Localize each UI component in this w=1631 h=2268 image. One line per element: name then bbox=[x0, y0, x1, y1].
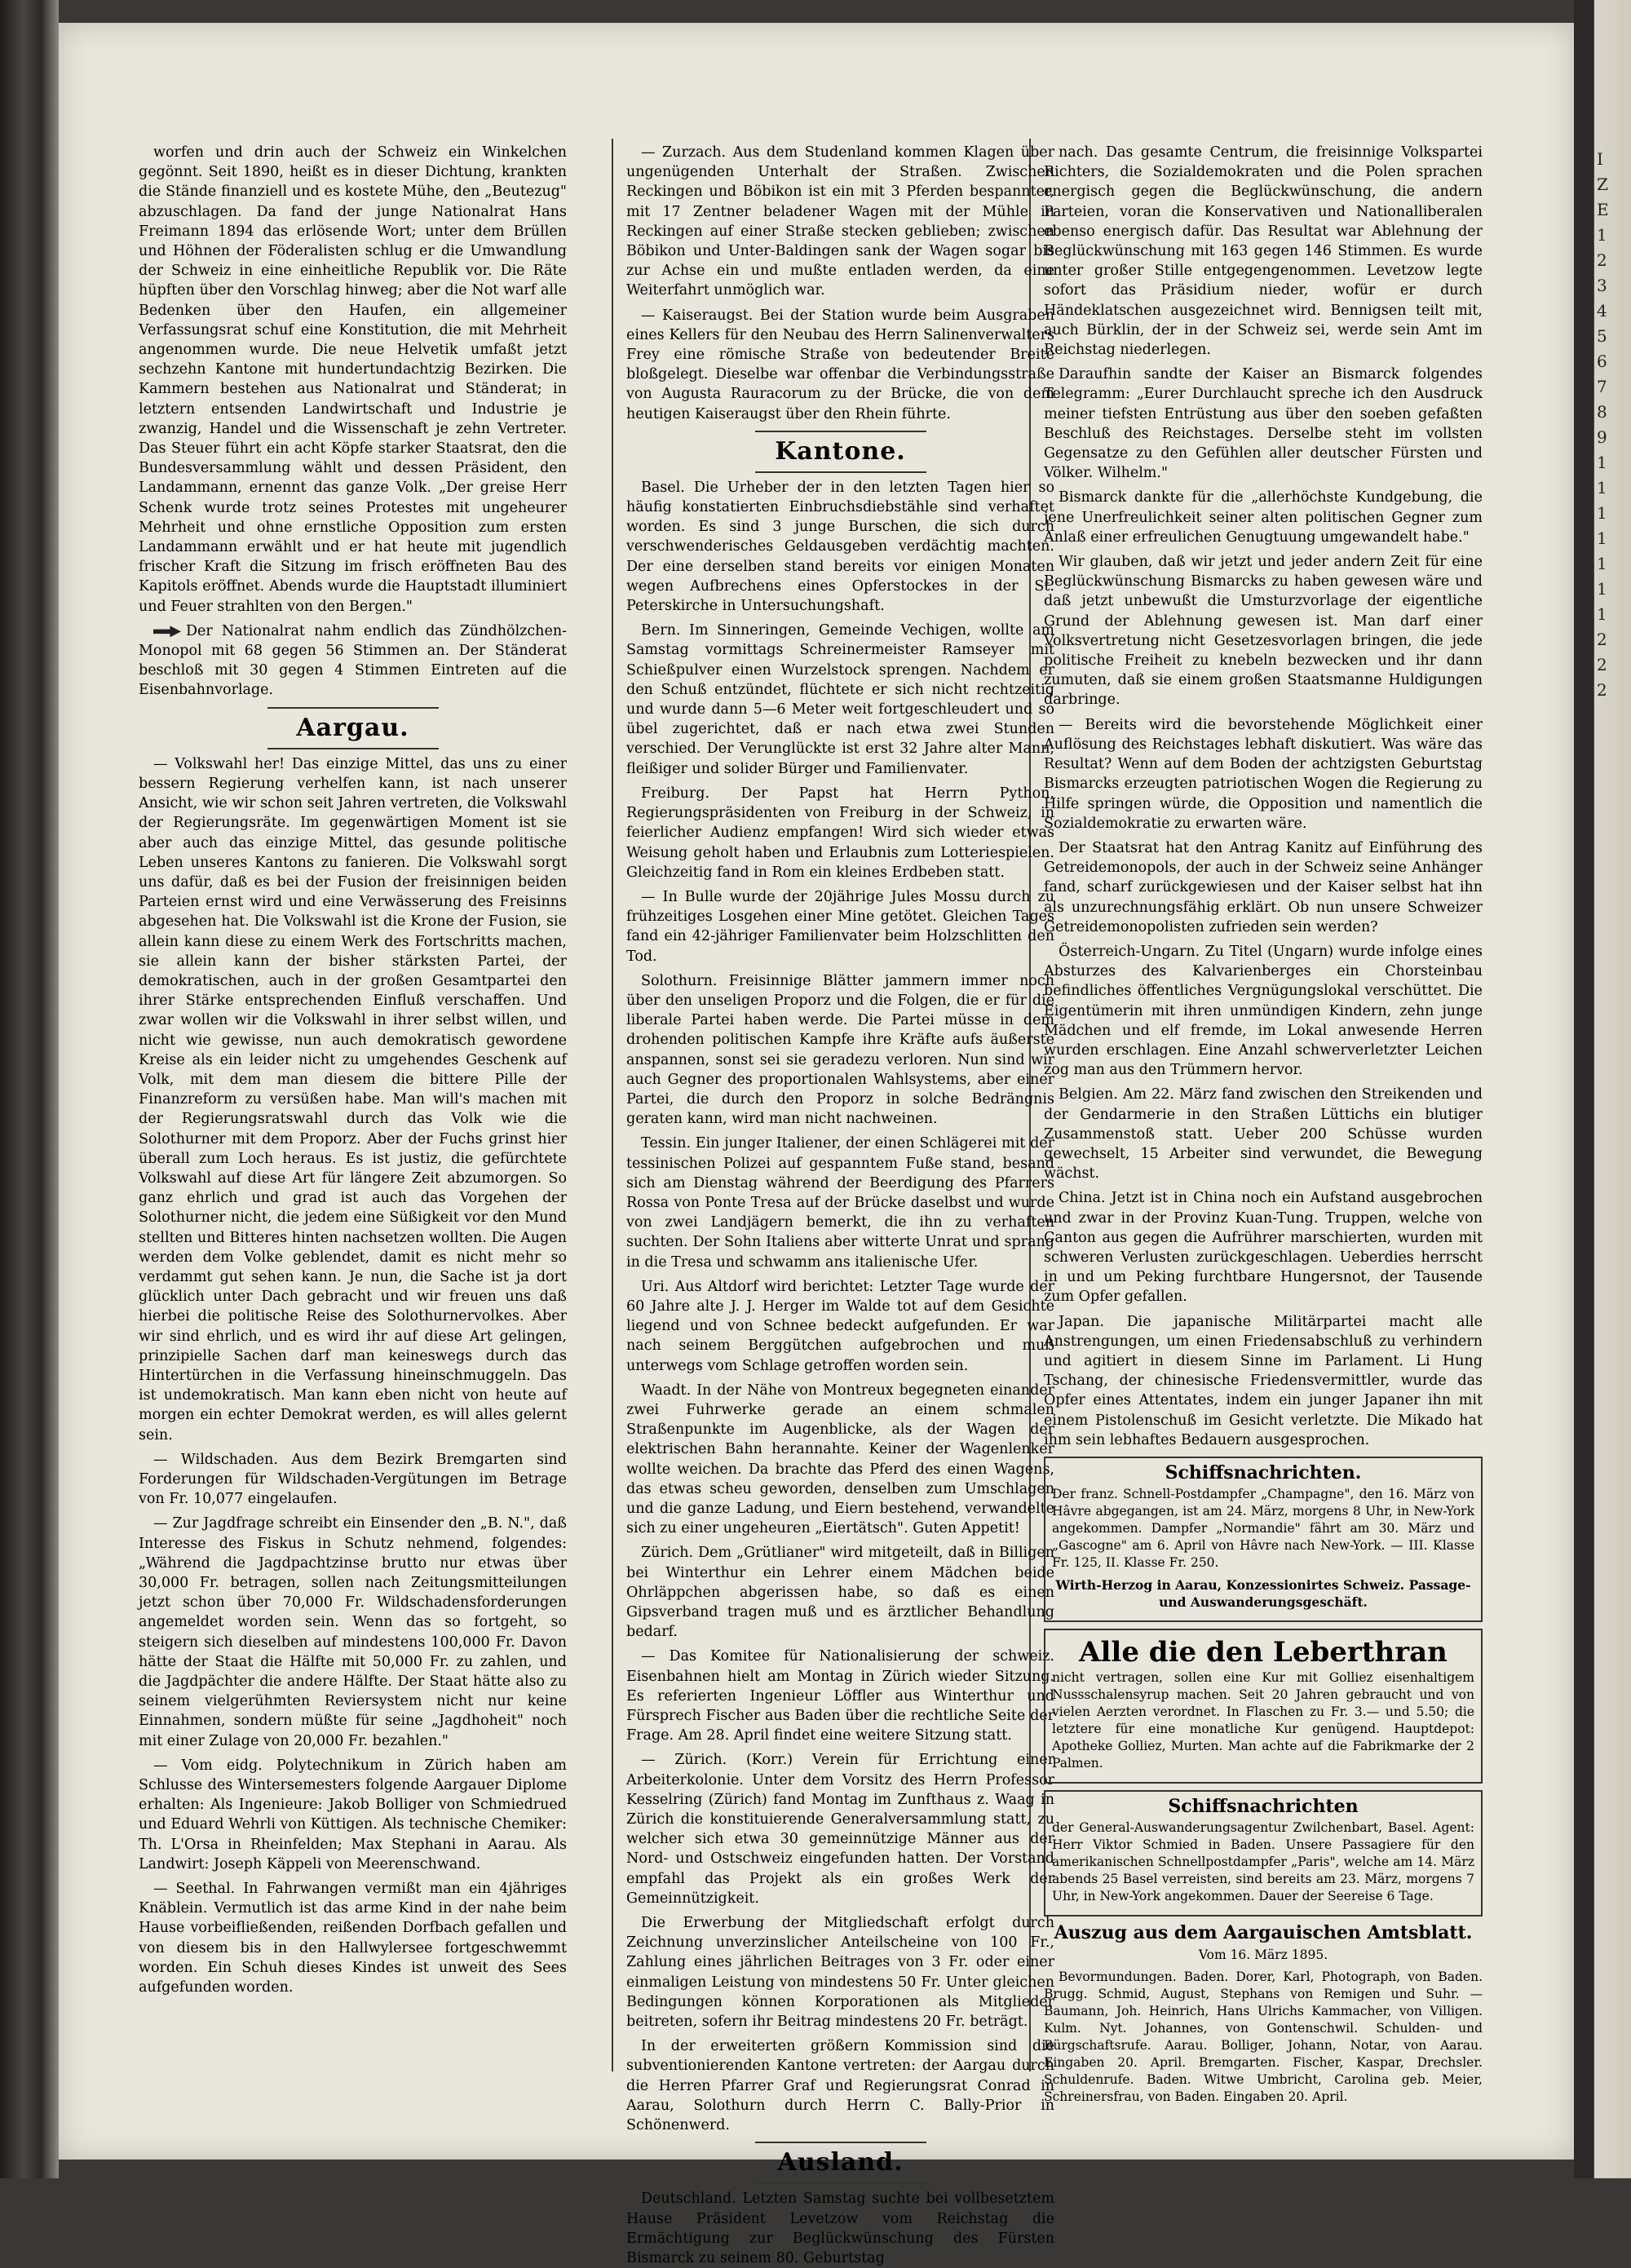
column-divider bbox=[612, 139, 613, 2071]
article-komitee: — Das Komitee für Nationalisierung der schweiz. Eisenbahnen hielt am Montag in Zürich wieder Sitzung. Es referierten Ingenieur Löffler aus Winterthur und Fürsprech Fischer aus Baden über die rechtliche Seite der Frage. Am 28. April findet eine weitere Sitzung statt. bbox=[626, 1648, 1054, 1744]
article-intro: worfen und drin auch der Schweiz ein Winkelchen gegönnt. Seit 1890, heißt es in dieser Dichtung, krankten die Stände finanziell und es kostete Mühe, den „Beutezug" abzuschlagen. Da fand der junge Nationalrat Hans Freimann 1894 das erlösende Wort; unter dem Brüllen und Höhnen der Föderalisten schlug er die Umwandlung der Schweiz in eine einheitliche Republik vor. Die Räte hüpften über den Vorschlag hinweg; aber die Not warf alle Bedenken über den Haufen, ein allgemeiner Verfassungsrat schuf eine Konstitution, die mit Mehrheit angenommen wurde. Die neue Helvetik umfaßt jetzt sechzehn Kantone mit hundertundachtzig Bezirken. Die Kammern bestehen aus Nationalrat und Ständerat; in letztern entsenden Landwirtschaft und Industrie je zwanzig, Handel und die Wissenschaft je zehn Vertreter. Das Steuer führt ein acht Köpfe starker Staatsrat, den die Bundesversammlung wählt und dessen Präsident, den Landammann, ernennt das ganze Volk. „Der greise Herr Schenk wurde trotz seines Protestes mit ungeheurer Mehrheit und ohne ernstliche Opposition zum ersten Landammann erwählt und er hat heute mit jugendlich frischer Kraft die Sitzung im frisch eröffneten Bau des Kapitols eröffnet. Abends wurde die Hauptstadt illuminiert und Feuer strahlten von den Bergen." bbox=[139, 144, 567, 615]
article-waadt: Waadt. In der Nähe von Montreux begegneten einander zwei Fuhrwerke gerade an einem schmalen Straßenpunkte im Augenblicke, als der Wagen der elektrischen Bahn herannahte. Keiner der Wagenlenker wollte weichen. Da brachte das Pferd des einen Wagens, das etwas scheu geworden, denselben zum Umschlagen und die ganze Ladung, und Eiern bestehend, verwandelte sich zu einer ungeheuren „Eiertätsch". Guten Appetit! bbox=[626, 1382, 1054, 1537]
article-glauben: Wir glauben, daß wir jetzt und jeder andern Zeit für eine Beglückwünschung Bismarcks zu haben gewesen wäre und daß jetzt unbewußt die Umsturzvorlage der eigentliche Grund der Ablehnung gewesen ist. Man darf einer Volksvertretung nicht Gesetzesvorlagen bringen, die jede politische Freiheit zu knebeln bezwecken und ihr dann zumuten, daß sie einem großen Staatsmanne Huldigungen darbringe. bbox=[1044, 554, 1483, 709]
article-zurzach: — Zurzach. Aus dem Studenland kommen Klagen über ungenügenden Unterhalt der Straßen. Zwischen Reckingen und Böbikon ist ein mit 3 Pferden bespannter, mit 17 Zentner beladener Wagen mit der Mühle in Reckingen auf einer Straße stecken geblieben; zwischen Böbikon und Unter-Baldingen sank der Wagen sogar bis zur Achse ein und mußte entladen werden, da eine Weiterfahrt unmöglich war. bbox=[626, 144, 1054, 299]
article-solothurn: Solothurn. Freisinnige Blätter jammern immer noch über den unseligen Proporz und die Folgen, die er für die liberale Partei haben werde. Die Partei müsse in dem drohenden politischen Kampfe ihre Kräfte aufs äußerste anspannen, sonst sei sie geradezu verloren. Nun sind wir auch Gegner des proportionalen Wahlsystems, aber einer Partei, die durch den Proporz in solche Bedrängnis geraten kann, wird man nicht nachweinen. bbox=[626, 972, 1054, 1128]
article-volkswahl: — Volkswahl her! Das einzige Mittel, das uns zu einer bessern Regierung verhelfen kann, ist nach unserer Ansicht, wie wir schon seit Jahren vertreten, die Volkswahl der Regierungsräte. Im gegenwärtigen Moment ist sie aber auch das einzige Mittel, das gesunde politische Leben unseres Kantons zu fanieren. Die Volkswahl sorgt uns dafür, daß es bei der Fusion der freisinnigen beiden Parteien ernst wird und eine Verwässerung des Freisinns abgesehen hat. Die Volkswahl ist die Krone der Fusion, sie allein kann diese zu einem Werk des Fortschritts machen, sie allein kann der bisher stärksten Partei, der demokratischen, auch in der großen Gesamtpartei den ihrer Stärke entsprechenden Einfluß verschaffen. Und zwar wollen wir die Volkswahl in ihrer selbst willen, und nicht wie gewisse, nun auch demokratisch gewordene Kreise als ein leider nicht zu umgehendes Geschenk auf Volk, mit dem man diesem die bittere Pille der Finanzreform zu versüßen habe. Man will's machen mit der Regierungsratswahl durch das Volk wie die Solothurner mit dem Proporz. Aber der Fuchs grinst hier überall zum Loch heraus. Es ist justiz, die gefürchtete Volkswahl auf diese Art für längere Zeit abzumorgen. So ganz ehrlich und grad ist auch das Vorgehen der Solothurner nicht, die jedem eine Süßigkeit vor den Mund stellten und Bitteres hinten nachsetzen wollten. Die Augen werden dem Volke geblendet, damit es nicht mehr so verdammt gut sehen kann. Je nun, die Sache ist ja dort glücklich unter Dach gebracht und wir freuen uns daß hierbei die politische Reise des Solothurnervolkes. Aber wir sind ehrlich, und es wird ihr auf diese Art gelingen, prinzipielle Sachen darf man keineswegs durch das Hintertürchen in die Verfassung hineinschmuggeln. Das ist undemokratisch. Man kann eben nicht von heute auf morgen ein echter Demokrat werden, es will alles gelernt sein. bbox=[139, 755, 567, 1443]
section-heading-ausland: Ausland. bbox=[626, 2142, 1054, 2184]
ad-text: Der franz. Schnell-Postdampfer „Champagne", den 16. März von Hâvre abgegangen, ist am 24. März, morgens 8 Uhr, in New-York angekommen. Dampfer „Normandie" fährt am 30. März und „Gascogne" am 6. April von Hâvre nach New-York. — III. Klasse Fr. 125, II. Klasse Fr. 250. bbox=[1052, 1487, 1474, 1571]
column-2 bbox=[626, 143, 1054, 2266]
ad-text: nicht vertragen, sollen eine Kur mit Golliez eisenhaltigem Nussschalensyrup machen. Seit 20 Jahren gebraucht und von vielen Aerzten verordnet. In Flaschen zu Fr. 3.— und 5.50; die letztere für eine monatliche Kur genügend. Hauptdepot: Apotheke Golliez, Murten. Man achte auf die Fabrikmarke der 2 Palmen. bbox=[1052, 1670, 1474, 1771]
article-jagdfrage: — Zur Jagdfrage schreibt ein Einsender den „B. N.", daß Interesse des Fiskus in Schutz nehmend, folgendes: „Während die Jagdpachtzinse brutto nur etwas über 30,000 Fr. betragen, sollen nach Zeitungsmitteilungen jetzt schon über 70,000 Fr. Wildschadensforderungen angemeldet worden sein. Wenn das so fortgeht, so steigern sich dieselben auf mindestens 100,000 Fr. Davon hätte der Staat die Hälfte mit 50,000 Fr. zu zahlen, und die Jagdpächter die andere Hälfte. Der Staat hätte also zu seinem vielgerühmten Reviersystem nicht nur keine Einnahmen, sondern müßte für seine „Jagdhoheit" noch mit einer Zulage von 20,000 Fr. bezahlen." bbox=[139, 1515, 567, 1749]
article-belgien: Belgien. Am 22. März fand zwischen den Streikenden und der Gendarmerie in den Straßen Lüttichs ein blutiger Zusammenstoß statt. Ueber 200 Schüsse wurden gewechselt, 15 Arbeiter sind verwundet, die Bewegung wächst. bbox=[1044, 1086, 1483, 1183]
amtsblatt-date: Vom 16. März 1895. bbox=[1198, 1947, 1328, 1962]
ad-title: Schiffsnachrichten bbox=[1168, 1796, 1359, 1818]
next-page-edge-text: I Z E 1 2 3 4 5 6 7 8 9 1 1 1 1 1 1 1 2 2 2 bbox=[1597, 149, 1609, 700]
amtsblatt-title: Auszug aus dem Aargauischen Amtsblatt. bbox=[1054, 1922, 1473, 1944]
section-heading-aargau: Aargau. bbox=[139, 707, 567, 749]
article-aufloesung: — Bereits wird die bevorstehende Möglichkeit einer Auflösung des Reichstages lebhaft diskutiert. Was wäre das Resultat? Wenn auf dem Boden der achtzigsten Geburtstag Bismarcks erzeugten patriotischen Wogen die Regierung zu Hilfe springen würde, die Opposition und namentlich die Sozialdemokratie zu erwarten wäre. bbox=[1044, 716, 1483, 832]
section-heading-kantone: Kantone. bbox=[626, 431, 1054, 473]
column-3 bbox=[1044, 143, 1483, 2104]
article-deutschland: Deutschland. Letzten Samstag suchte bei vollbesetztem Hause Präsident Levetzow vom Reichstag die Ermächtigung zur Beglückwünschung des Fürsten Bismarck zu seinem 80. Geburtstag bbox=[626, 2191, 1054, 2266]
article-reichstag: nach. Das gesamte Centrum, die freisinnige Volkspartei Richters, die Sozialdemokraten und die Polen sprachen energisch gegen die Beglückwünschung, die andern Parteien, voran die Konservativen und Nationalliberalen ebenso energisch dafür. Das Resultat war Ablehnung der Beglückwünschung mit 163 gegen 146 Stimmen. Es wurde unter großer Stille entgegengenommen. Levetzow legte sofort das Präsidium nieder, wofür er durch Händeklatschen ausgezeichnet wird. Bennigsen teilt mit, auch Bürklin, der in der Schweiz sei, werde sein Amt im Reichstag niederlegen. bbox=[1044, 144, 1483, 359]
article-polytechnikum: — Vom eidg. Polytechnikum in Zürich haben am Schlusse des Wintersemesters folgende Aargauer Diplome erhalten: Als Ingenieure: Jakob Bolliger von Schmiedrued und Eduard Wehrli von Küttigen. Als technische Chemiker: Th. L'Orsa in Rheinfelden; Max Stephani in Aarau. Als Landwirt: Joseph Käppeli von Meerenschwand. bbox=[139, 1757, 567, 1872]
ad-text: der General-Auswanderungsagentur Zwilchenbart, Basel. Agent: Herr Viktor Schmied in Baden. Unsere Passagiere für den amerikanischen Schnellpostdampfer „Paris", welche am 14. März abends 25 Basel verreisten, sind bereits am 23. März, morgens 7 Uhr, in New-York angekommen. Dauer der Seereise 6 Tage. bbox=[1052, 1820, 1474, 1904]
article-japan: Japan. Die japanische Militärpartei macht alle Anstrengungen, um einen Friedensabschluß zu verhindern und agitiert in diesem Sinne im Parlament. Li Hung Tschang, der chinesische Friedensvermittler, wurde das Opfer eines Attentates, indem ein junger Japaner ihn mit einem Pistolenschuß im Gesicht verletzte. Die Mikado hat ihm sein lebhaftes Bedauern ausgesprochen. bbox=[1044, 1313, 1483, 1448]
ad-title: Alle die den Leberthran bbox=[1079, 1636, 1448, 1669]
amtsblatt-text: Bevormundungen. Baden. Dorer, Karl, Photograph, von Baden. Brugg. Schmid, August, Stephans von Remigen und Suhr. — Baumann, Joh. Heinrich, Hans Ulrichs Kammacher, von Villigen. Kulm. Nyt. Johannes, von Gontenschwil. Schulden- und Bürgschaftsrufe. Aarau. Bolliger, Johann, Notar, von Aarau. Eingaben 20. April. Bremgarten. Fischer, Kaspar, Drechsler. Schuldenrufe. Baden. Witwe Umbricht, Carolina geb. Meier, Schreinersfrau, von Baden. Eingaben 20. April. bbox=[1044, 1969, 1483, 2104]
book-binding bbox=[0, 0, 59, 2178]
article-basel: Basel. Die Urheber der in den letzten Tagen hier so häufig konstatierten Einbruchsdiebstähle sind verhaftet worden. Es sind 3 junge Burschen, die sich durch verschwenderisches Geldausgeben verdächtig machten. Der eine derselben stand bereits vor einigen Monaten wegen Aufbrechens eines Opferstockes in der St. Peterskirche in Untersuchungshaft. bbox=[626, 479, 1054, 615]
article-china: China. Jetzt ist in China noch ein Aufstand ausgebrochen und zwar in der Provinz Kuan-Tung. Truppen, welche von Canton aus gegen die Aufrührer marschierten, wurden mit schweren Verlusten zurückgeschlagen. Ueberdies herrscht in und um Peking furchtbare Hungersnot, der Tausende zum Opfer gefallen. bbox=[1044, 1190, 1483, 1306]
article-freiburg: Freiburg. Der Papst hat Herrn Python, Regierungspräsidenten von Freiburg in der Schweiz, in feierlicher Audienz empfangen! Wird sich wieder etwas Weisung geholt haben und Erlaubnis zum Lotteriespielen. Gleichzeitig fand in Rom ein kleines Erdbeben statt. bbox=[626, 785, 1054, 881]
article-tessin: Tessin. Ein junger Italiener, der einen Schlägerei mit der tessinischen Polizei auf gespanntem Fuße stand, besand sich am Dienstag während der Beerdigung des Pfarrers Rossa von Ponte Tresa auf der Brücke daselbst und wurde von zwei Landjägern bemerkt, die ihn zu verhaften suchten. Der Sohn Italiens aber witterte Unrat und sprang in die Tresa und schwamm ans italienische Ufer. bbox=[626, 1135, 1054, 1271]
article-erwerbung: Die Erwerbung der Mitgliedschaft erfolgt durch Zeichnung unverzinslicher Anteilscheine von 100 Fr., Zahlung eines jährlichen Beitrages von 3 Fr. oder einer einmaligen Leistung von mindestens 50 Fr. Unter gleichen Bedingungen können Korporationen als Mitglieder beitreten, sofern ihr Beitrag mindestens 20 Fr. beträgt. bbox=[626, 1915, 1054, 2031]
ad-title: Schiffsnachrichten. bbox=[1165, 1462, 1362, 1483]
article-seethal: — Seethal. In Fahrwangen vermißt man ein 4jähriges Knäblein. Vermutlich ist das arme Kind in der nahe beim Hause vorbeifließenden, reißenden Dorfbach gefallen und von diesem bis in den Hallwylersee fortgeschwemmt worden. Ein Schuh dieses Kindes ist unweit des Sees aufgefunden worden. bbox=[139, 1881, 567, 1996]
article-bern: Bern. Im Sinneringen, Gemeinde Vechigen, wollte am Samstag vormittags Schreinermeister Ramseyer mit Schießpulver einen Wurzelstock sprengen. Nachdem er den Schuß entzündet, flüchtete er sich nicht rechtzeitig und wurde dann 5—6 Meter weit fortgeschleudert und so übel zugerichtet, daß er nach etwa zwei Stunden verschied. Der Verunglückte ist erst 32 Jahre alter Mann, fleißiger und solider Bürger und Familienvater. bbox=[626, 622, 1054, 777]
article-staatsrat: Der Staatsrat hat den Antrag Kanitz auf Einführung des Getreidemonopols, der auch in der Schweiz seine Anhänger fand, scharf zurückgewiesen und der Kaiser selbst hat ihn als unzurechnungsfähig erklärt. Ob nun unsere Schweizer Getreidemonopolisten zufrieden sein werden? bbox=[1044, 839, 1483, 935]
pointing-hand-icon bbox=[153, 626, 181, 637]
article-kaiseraugst: — Kaiseraugst. Bei der Station wurde beim Ausgraben eines Kellers für den Neubau des Herrn Salinenverwalters Frey eine römische Straße von bedeutender Breite bloßgelegt. Dieselbe war offenbar die Verbindungsstraße von Augusta Rauracorum zu der Brücke, die von dem heutigen Kaiseraugst über den Rhein führte. bbox=[626, 307, 1054, 422]
article-kaiser-telegram: Daraufhin sandte der Kaiser an Bismarck folgendes Telegramm: „Eurer Durchlaucht spreche ich den Ausdruck meiner tiefsten Entrüstung aus über den soeben gefaßten Beschluß des Reichstages. Derselbe steht im vollsten Gegensatze zu den Gefühlen aller deutscher Fürsten und Völker. Wilhelm." bbox=[1044, 366, 1483, 482]
column-1 bbox=[139, 143, 567, 2043]
ad-schiffsnachrichten-2 bbox=[1044, 1790, 1483, 1917]
article-zuerich: Zürich. Dem „Grütlianer" wird mitgeteilt, daß in Billigen bei Winterthur ein Lehrer einem Mädchen beide Ohrläppchen abgerissen habe, so daß es einen Gipsverband tragen muß und es ärztlicher Behandlung bedarf. bbox=[626, 1545, 1054, 1641]
article-bismarck-dank: Bismarck dankte für die „allerhöchste Kundgebung, die jene Unerfreulichkeit seiner alten politischen Gegner zum Anlaß einer erfreulichen Genugtuung umgewandelt habe." bbox=[1044, 489, 1483, 546]
article-arbeiterkolonie: — Zürich. (Korr.) Verein für Errichtung einer Arbeiterkolonie. Unter dem Vorsitz des Herrn Professor Kesselring (Zürich) fand Montag im Zunfthaus z. Waag in Zürich die konstituierende Generalversammlung statt, zu welcher sich etwa 30 gemeinnützige Männer aus der Nord- und Ostschweiz eingefunden hatten. Der Vorstand empfahl das Projekt als ein großes Werk der Gemeinnützigkeit. bbox=[626, 1752, 1054, 1907]
article-uri: Uri. Aus Altdorf wird berichtet: Letzter Tage wurde der 60 Jahre alte J. J. Herger im Walde tot auf dem Gesichte liegend und von Schnee bedeckt aufgefunden. Er war nach seinem Berggütchen aufgebrochen und muß unterwegs vom Schlage getroffen worden sein. bbox=[626, 1278, 1054, 1374]
ad-schiffsnachrichten-1 bbox=[1044, 1457, 1483, 1622]
ad-agent: Wirth-Herzog in Aarau, Konzessionirtes Schweiz. Passage- und Auswanderungsgeschäft. bbox=[1055, 1577, 1471, 1611]
article-oesterreich: Österreich-Ungarn. Zu Titel (Ungarn) wurde infolge eines Absturzes des Kalvarienberges ein Chorsteinbau befindliches öffentliches Vergnügungslokal verschüttet. Die Eigentümerin mit ihren unmündigen Kindern, zehn junge Mädchen und elf fremde, im Lokal anwesende Herren wurden erschlagen. Eine Anzahl schwerverletzter Leichen zog man aus den Trümmern hervor. bbox=[1044, 943, 1483, 1079]
article-wildschaden: — Wildschaden. Aus dem Bezirk Bremgarten sind Forderungen für Wildschaden-Vergütungen im Betrage von Fr. 10,077 eingelaufen. bbox=[139, 1451, 567, 1508]
ad-leberthran bbox=[1044, 1629, 1483, 1784]
article-bulle: — In Bulle wurde der 20jährige Jules Mossu durch zu frühzeitiges Losgehen einer Mine getötet. Gleichen Tages fand ein 42-jähriger Familienvater beim Holzschlitten den Tod. bbox=[626, 888, 1054, 965]
article-nationalrat: Der Nationalrat nahm endlich das Zündhölzchen-Monopol mit 68 gegen 56 Stimmen an. Der Ständerat beschloß mit 30 gegen 4 Stimmen Eintreten auf die Eisenbahnvorlage. bbox=[139, 622, 567, 699]
article-kommission: In der erweiterten größern Kommission sind die subventionierenden Kantone vertreten: der Aargau durch die Herren Pfarrer Graf und Regierungsrat Conrad in Aarau, Solothurn durch Herrn C. Bally-Prior in Schönenwerd. bbox=[626, 2038, 1054, 2134]
